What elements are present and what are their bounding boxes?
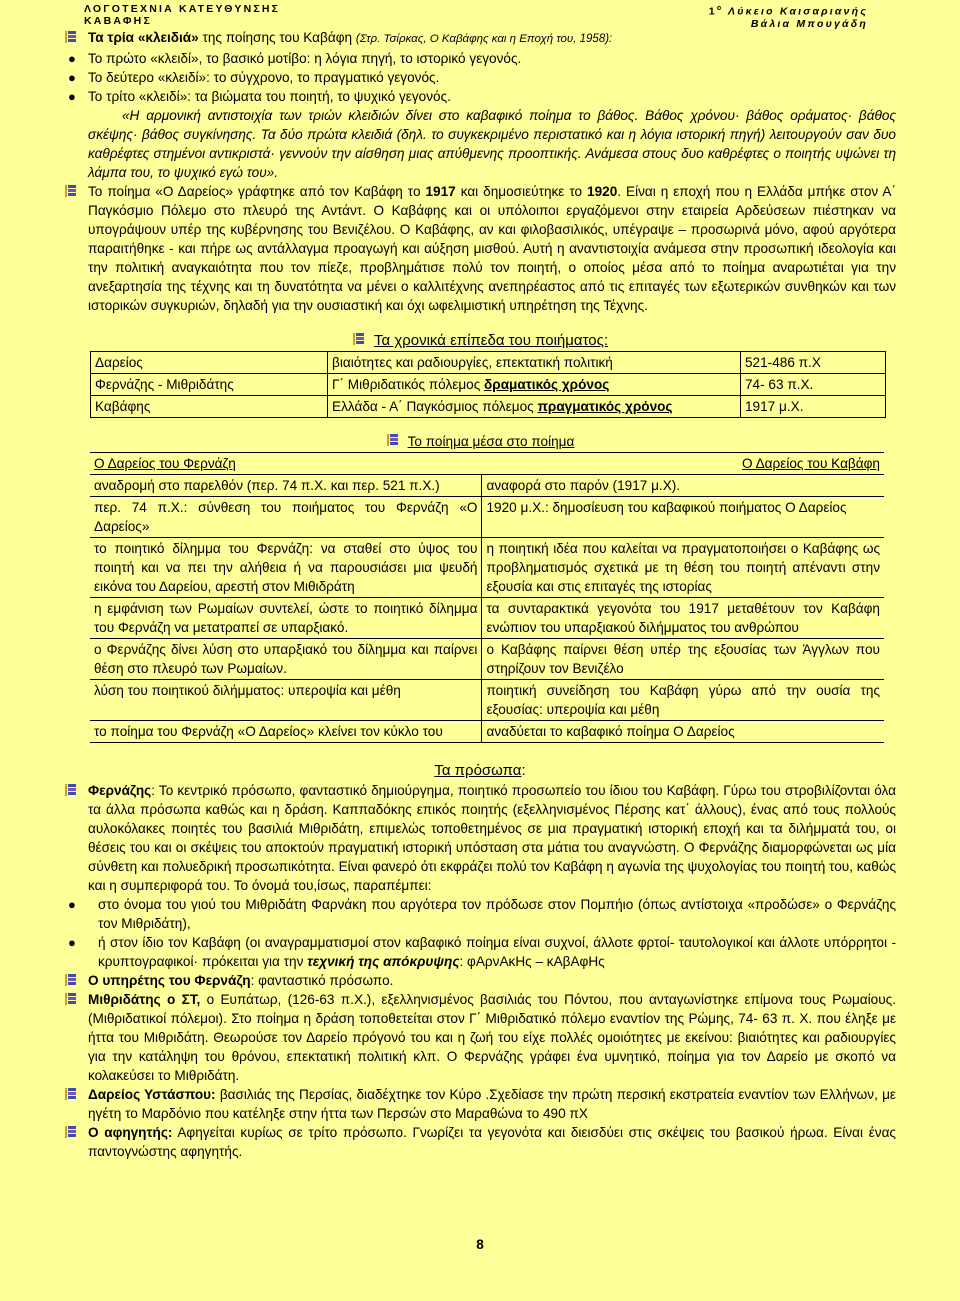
keys-title: Τα τρία «κλειδιά» της ποίησης του Καβάφη (Στρ. Τσίρκας, Ο Καβάφης και η Εποχή του, 1958):	[64, 28, 896, 49]
table-row: η εμφάνιση των Ρωμαίων συντελεί, ώστε το ποιητικό δίλημμα του Φερνάζη να μετατραπεί σε υπαρξιακό. τα συνταρακτικά γεγονότα του 1917 μεταθέτουν τον Καβάφη ενώπιον του υπαρξιακού διλήμματος του ανθρώπου	[90, 598, 884, 639]
darius-paragraph: Δαρείος Υστάσπου: βασιλιάς της Περσίας, διαδέχτηκε τον Κύρο .Σχεδίασε την πρώτη περσική εκστρατεία εναντίον των Ελλήνων, με ηγέτη το Μαρδόνιο που κατέληξε στην ήττα των Περσών στο Μαραθώνα το 490 πΧ	[64, 1085, 896, 1123]
book-bullet-icon	[64, 992, 78, 1006]
table-row: Φερνάζης - Μιθριδάτης Γ΄ Μιθριδατικός πόλεμος δραματικός χρόνος 74- 63 π.Χ.	[91, 374, 886, 396]
intro-paragraph: Το ποίημα «Ο Δαρείος» γράφτηκε από τον Καβάφη το 1917 και δημοσιεύτηκε το 1920. Είναι η εποχή που η Ελλάδα μπήκε στον Α΄ Παγκόσμιο Πόλεμο στο πλευρό της Αντάντ. Ο Καβάφης και οι υπόλοιποι εργαζόμενοι στην εταιρεία Αρδεύσεων πιέστηκαν να υπογράψουν υπέρ της κυβέρνησης του Βενιζέλου. Ο Καβάφης, αν και φιλοβασιλικός, υπέγραψε – προσωρινά μόνο, αφού αργότερα παραιτήθηκε - και πήρε ως αντάλλαγμα προαγωγή και αύξηση μισθού. Αυτή η αναντιστοιχία ανάμεσα στην προσωπική ιδεολογία και την πολιτική αναγκαιότητα που τον πίεζε, προβλημάτισε πολύ τον ποιητή, ο οποίος μέσα από το ποίημα αναρωτιέται για την ανεξαρτησία της τέχνης και τη δυνατότητα να μένει ο καλλιτέχνης ανεπηρέαστος από τις επιταγές των εξωτερικών συνθηκών και των ιστορικών συγκυριών, δηλαδή για την ουσιαστική και όχι ωφελιμιστική υπηρέτηση της Τέχνης.	[64, 182, 896, 315]
servant-paragraph: Ο υπηρέτης του Φερνάζη: φανταστικό πρόσωπο.	[64, 971, 896, 990]
header-author: Βάλια Μπουγάδη	[750, 17, 868, 30]
tsirkas-quote: «Η αρμονική αντιστοιχία των τριών κλειδιών δίνει στο καβαφικό ποίημα το βάθος. Βάθος χρόνου· βάθος οράματος· βάθος σκέψης· βάθος συγκίνησης. Τα δύο πρώτα κλειδιά (δηλ. το συγκεκριμένο περιστατικό και η λόγια ιστορική πηγή) λειτουργούν σαν δυο καθρέφτες στημένοι αντικριστά· γεννούν την αίσθηση μιας απύθμενης προοπτικής. Ανάμεσα στους δυο καθρέφτες ο ποιητής υψώνει τη λάμπα του, το ψυχικό εγώ του».	[88, 108, 896, 180]
page-number: 8	[476, 1237, 484, 1252]
book-bullet-icon	[64, 1087, 78, 1101]
list-item: ● ή στον ίδιο τον Καβάφη (οι αναγραμματισμοί στον καβαφικό ποίημα είναι συχνοί, άλλοτε φρτοί- ταυτολογικοί και άλλοτε υπόρρητοι - κρυπτογραφικοί· πρόκειται για την τεχνική της απόκρυψης: φΑρνΑκΗς – κΑβΑφΗς	[68, 935, 896, 969]
key-item: ● Το τρίτο «κλειδί»: τα βιώματα του ποιητή, το ψυχικό γεγονός.	[68, 89, 451, 104]
table-row: Ο Δαρείος του Φερνάζη Ο Δαρείος του Καβάφη	[90, 453, 884, 475]
header-school: $1^o$ Λύκειο Καισαριανής	[708, 5, 868, 18]
poem-within-table	[90, 452, 884, 743]
mithridates-paragraph: Μιθριδάτης ο ΣΤ, ο Ευπάτωρ, (126-63 π.Χ.), εξελληνισμένος βασιλιάς του Πόντου, που ανταγωνίστηκε επίμονα τους Ρωμαίους. (Μιθριδατικοί πόλεμοι). Στο ποίημα η δράση τοποθετείται στον Γ΄ Μιθριδατικό πόλεμο εναντίον της Ρώμης, 74- 63 π. Χ. που έληξε με ήττα του Μιθριδάτη. Θεωρούσε τον Δαρείο πρόγονό του και η ζωή του είχε πολλές ομοιότητες με εκείνου: βιαιότητες και ραδιουργίες για την κατάληψη του θρόνου, επεκτατική πολιτική κλπ. Ο Φερνάζης γράφει ένα υμνητικό, ποίημα για τον Δαρείο με σκοπό να κολακεύσει το Μιθριδάτη.	[64, 990, 896, 1085]
fernazis-name-list	[64, 895, 896, 971]
table-row: ο Φερνάζης δίνει λύση στο υπαρξιακό του δίλημμα και παίρνει θέση στο πλευρό των Ρωμαίων. ο Καβάφης παίρνει θέση υπέρ της εξουσίας των Άγγλων που στηρίζουν τον Βενιζέλο	[90, 639, 884, 680]
header-topic: ΚΑΒΑΦΗΣ	[84, 15, 152, 27]
header-left	[84, 3, 280, 27]
table-row: αναδρομή στο παρελθόν (περ. 74 π.Χ. και περ. 521 π.Χ.) αναφορά στο παρόν (1917 μ.Χ).	[90, 475, 884, 497]
key-item: ● Το δεύτερο «κλειδί»: το σύγχρονο, το πραγματικό γεγονός.	[68, 70, 440, 85]
book-bullet-icon	[352, 332, 366, 346]
table-row: το ποίημα του Φερνάζη «Ο Δαρείος» κλείνει τον κύκλο του αναδύεται το καβαφικό ποίημα Ο Δαρείος	[90, 721, 884, 743]
poem-within-heading: Το ποίημα μέσα στο ποίημα	[64, 432, 896, 452]
book-bullet-icon	[64, 1125, 78, 1139]
book-bullet-icon	[386, 433, 400, 447]
narrator-paragraph: Ο αφηγητής: Αφηγείται κυρίως σε τρίτο πρόσωπο. Γνωρίζει τα γεγονότα και διεισδύει στις σκέψεις του βασικού ήρωα. Είναι ένας παντογνώστης αφηγητής.	[64, 1123, 896, 1161]
list-item: ● στο όνομα του γιού του Μιθριδάτη Φαρνάκη που αργότερα τον πρόδωσε στον Πομπήιο (όπως αντίστοιχα «προδώσε» ο Φερνάζης τον Μιθριδάτη),	[68, 897, 896, 931]
book-bullet-icon	[64, 184, 78, 198]
table-row: το ποιητικό δίλημμα του Φερνάζη: να σταθεί στο ύψος του ποιητή και να πει την αλήθεια ή να παρουσιάσει μια ψευδή εικόνα του Δαρείου, αρεστή στον Μιθιδράτη η ποιητική ιδέα που καλείται να πραγματοποιήσει ο Καβάφης ως προβληματισμός σχετικά με τη θέση του ποιητή απέναντι στην εξουσία και στις επιταγές της ιστορίας	[90, 538, 884, 598]
page-content	[64, 28, 896, 1161]
table-row: Δαρείος βιαιότητες και ραδιουργίες, επεκτατική πολιτική 521-486 π.Χ	[91, 352, 886, 374]
table-row: περ. 74 π.Χ.: σύνθεση του ποιήματος του Φερνάζη «Ο Δαρείος» 1920 μ.Χ.: δημοσίευση του καβαφικού ποιήματος Ο Δαρείος	[90, 497, 884, 538]
book-bullet-icon	[64, 973, 78, 987]
key-item: ● Το πρώτο «κλειδί», το βασικό μοτίβο: η λόγια πηγή, το ιστορικό γεγονός.	[68, 51, 522, 66]
table-row: Καβάφης Ελλάδα - Α΄ Παγκόσμιος πόλεμος πραγματικός χρόνος 1917 μ.Χ.	[91, 396, 886, 418]
time-levels-heading: Τα χρονικά επίπεδα του ποιήματος:	[64, 331, 896, 351]
header-right	[709, 3, 868, 30]
book-bullet-icon	[64, 783, 78, 797]
table-row: λύση του ποιητικού διλήμματος: υπεροψία και μέθη ποιητική συνείδηση του Καβάφη γύρω από την ουσία της εξουσίας: υπεροψία και μέθη	[90, 680, 884, 721]
header-subject: ΛΟΓΟΤΕΧΝΙΑ ΚΑΤΕΥΘΥΝΣΗΣ	[84, 3, 281, 15]
persons-heading: Τα πρόσωπα:	[434, 762, 526, 779]
fernazis-paragraph: Φερνάζης: Το κεντρικό πρόσωπο, φανταστικό δημιούργημα, ποιητικό προσωπείο του ίδιου του Καβάφη. Γύρω του στροβιλίζονται όλα τα άλλα πρόσωπα καθώς και η δράση. Καππαδόκης επικός ποιητής (εξελληνισμένος Πέρσης κατ΄ άλλους), ένας από τους πολλούς αυλοκόλακες ποιητές του βασιλιά Μιθριδάτη, επιμελώς τοποθετημένος σε μια πραγματική ιστορική εποχή και τα διλήμματά του, οι θέσεις του και οι σκέψεις του αποκτούν πραγματική ιστορική υπόσταση στα μάτια του αναγνώστη. Ο Φερνάζης διαμορφώνεται ως μία σύνθετη και πολυεδρική προσωπικότητα. Είναι φανερό ότι εκφράζει πολύ τον Καβάφη η αγωνία της ψυχολογίας του ποιητή του, καθώς και η συμπεριφορά του. Το όνομά του,ίσως, παραπέμπει:	[64, 781, 896, 895]
time-levels-table	[90, 351, 886, 418]
book-bullet-icon	[64, 30, 78, 44]
